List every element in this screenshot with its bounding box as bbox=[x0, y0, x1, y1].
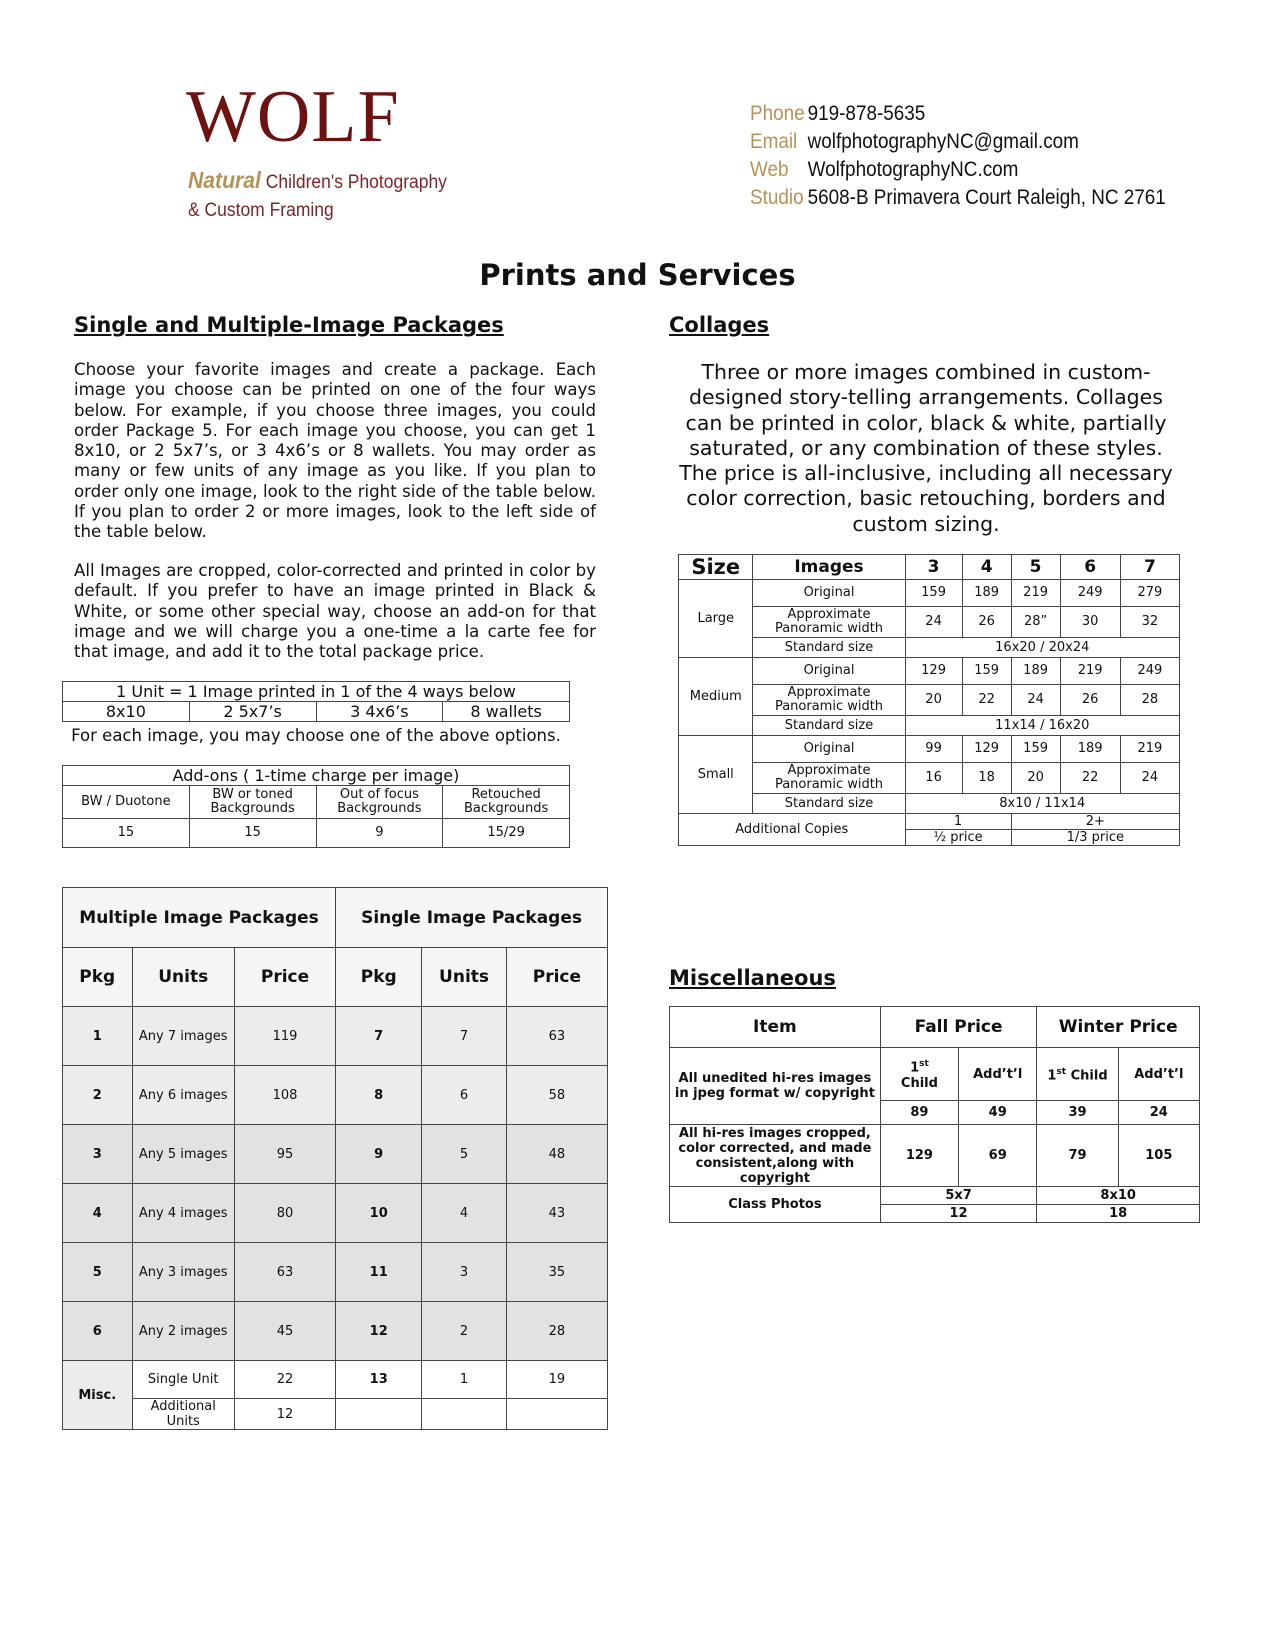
price-cell: 39 bbox=[1037, 1101, 1118, 1125]
count-header: 4 bbox=[962, 555, 1011, 580]
class-price: 12 bbox=[880, 1205, 1037, 1223]
single-packages-title: Single Image Packages bbox=[336, 888, 608, 948]
first-child-header: 1st Child bbox=[1037, 1048, 1118, 1101]
col-header: Price bbox=[234, 948, 335, 1007]
item-label: All unedited hi-res images in jpeg format w/ copyright bbox=[670, 1048, 881, 1125]
price-cell: 69 bbox=[959, 1125, 1037, 1187]
additional-units-label: Additional Units bbox=[132, 1399, 234, 1430]
row-label-standard: Standard size bbox=[753, 716, 905, 736]
additional-price: 1/3 price bbox=[1011, 830, 1179, 846]
pkg-number: 5 bbox=[63, 1243, 133, 1302]
addon-name: BW / Duotone bbox=[63, 786, 190, 819]
additional-units-price: 12 bbox=[234, 1399, 335, 1430]
count-header: 7 bbox=[1120, 555, 1179, 580]
first-child-header: 1st Child bbox=[880, 1048, 958, 1101]
single-pkg-units: 4 bbox=[422, 1184, 506, 1243]
table-row bbox=[63, 1125, 608, 1184]
price-cell: 159 bbox=[1011, 736, 1060, 763]
width-cell: 26 bbox=[962, 607, 1011, 638]
additional-price: ½ price bbox=[905, 830, 1011, 846]
packages-heading: Single and Multiple-Image Packages bbox=[74, 313, 504, 337]
class-size: 8x10 bbox=[1037, 1187, 1200, 1205]
table-row bbox=[63, 1302, 608, 1361]
row-label-panoramic: Approximate Panoramic width bbox=[753, 607, 905, 638]
additional-header: Add’t’l bbox=[1118, 1048, 1199, 1101]
addon-name: BW or toned Backgrounds bbox=[189, 786, 316, 819]
price-cell: 129 bbox=[905, 658, 962, 685]
price-cell: 189 bbox=[962, 580, 1011, 607]
collage-table bbox=[678, 554, 1180, 846]
col-header: Units bbox=[132, 948, 234, 1007]
count-header: 5 bbox=[1011, 555, 1060, 580]
addon-name: Retouched Backgrounds bbox=[443, 786, 570, 819]
single-pkg-units: 5 bbox=[422, 1125, 506, 1184]
single-pkg-price: 35 bbox=[506, 1243, 607, 1302]
width-cell: 32 bbox=[1120, 607, 1179, 638]
price-cell: 24 bbox=[1118, 1101, 1199, 1125]
width-cell: 28” bbox=[1011, 607, 1060, 638]
package-table bbox=[62, 887, 608, 1430]
width-cell: 22 bbox=[1060, 763, 1120, 794]
fall-price-header: Fall Price bbox=[880, 1007, 1037, 1048]
row-label-original: Original bbox=[753, 580, 905, 607]
pkg-price: 80 bbox=[234, 1184, 335, 1243]
unit-note: For each image, you may choose one of the above options. bbox=[71, 726, 561, 745]
images-header: Images bbox=[753, 555, 905, 580]
price-cell: 129 bbox=[880, 1125, 958, 1187]
pkg-price: 45 bbox=[234, 1302, 335, 1361]
col-header: Price bbox=[506, 948, 607, 1007]
row-label-panoramic: Approximate Panoramic width bbox=[753, 685, 905, 716]
width-cell: 18 bbox=[962, 763, 1011, 794]
unit-table bbox=[62, 681, 570, 722]
packages-paragraph-2: All Images are cropped, color-corrected and printed in color by default. If you prefer to have an image printed in Black & White, or some other special way, choose an add-on for that image and we will charge you a one-time a la carte fee for that image, and add it to the total package price. bbox=[74, 561, 596, 662]
price-cell: 189 bbox=[1011, 658, 1060, 685]
size-header: Size bbox=[679, 555, 753, 580]
width-cell: 24 bbox=[1120, 763, 1179, 794]
single-pkg-number: 11 bbox=[336, 1243, 422, 1302]
unit-option: 2 5x7’s bbox=[189, 702, 316, 722]
row-label-standard: Standard size bbox=[753, 638, 905, 658]
single-pkg-number: 12 bbox=[336, 1302, 422, 1361]
row-label-standard: Standard size bbox=[753, 794, 905, 814]
pkg-price: 108 bbox=[234, 1066, 335, 1125]
addon-name: Out of focus Backgrounds bbox=[316, 786, 443, 819]
width-cell: 24 bbox=[1011, 685, 1060, 716]
pkg-units: Any 6 images bbox=[132, 1066, 234, 1125]
unit-table-title: 1 Unit = 1 Image printed in 1 of the 4 ways below bbox=[63, 682, 570, 702]
pkg-number: 2 bbox=[63, 1066, 133, 1125]
class-size: 5x7 bbox=[880, 1187, 1037, 1205]
standard-size: 16x20 / 20x24 bbox=[905, 638, 1179, 658]
contact-label: Studio bbox=[750, 186, 804, 209]
size-label: Large bbox=[679, 580, 753, 658]
contact-block bbox=[750, 100, 1166, 212]
col-header: Units bbox=[422, 948, 506, 1007]
pkg-units: Any 7 images bbox=[132, 1007, 234, 1066]
additional-header: Add’t’l bbox=[959, 1048, 1037, 1101]
single-pkg-number: 7 bbox=[336, 1007, 422, 1066]
price-cell: 249 bbox=[1060, 580, 1120, 607]
single-pkg-units: 1 bbox=[422, 1361, 506, 1399]
misc-label: Misc. bbox=[63, 1361, 133, 1430]
single-pkg-number: 10 bbox=[336, 1184, 422, 1243]
price-cell: 159 bbox=[905, 580, 962, 607]
pkg-units: Any 3 images bbox=[132, 1243, 234, 1302]
table-row bbox=[63, 1066, 608, 1125]
price-cell: 189 bbox=[1060, 736, 1120, 763]
table-row bbox=[63, 1399, 608, 1430]
tagline bbox=[188, 166, 447, 225]
packages-paragraph-1: Choose your favorite images and create a package. Each image you choose can be printed on one of the four ways below. For example, if you choose three images, you could order Package 5. For each image you choose, you can get 1 8x10, or 2 5x7’s, or 3 4x6’s or 8 wallets. You may order as many or few units of any image as you like. If you plan to order only one image, look to the right side of the table below. If you plan to order 2 or more images, look to the left side of the table below. bbox=[74, 360, 596, 542]
addon-price: 15 bbox=[189, 819, 316, 848]
price-cell: 249 bbox=[1120, 658, 1179, 685]
table-row bbox=[63, 1243, 608, 1302]
pkg-units: Any 5 images bbox=[132, 1125, 234, 1184]
pkg-price: 119 bbox=[234, 1007, 335, 1066]
pkg-number: 3 bbox=[63, 1125, 133, 1184]
collages-paragraph: Three or more images combined in custom-designed story-telling arrangements. Collages can be printed in color, black & white, partially saturated, or any combination of these styles. The price is all-inclusive, including all necessary color correction, basic retouching, borders and custom sizing. bbox=[679, 360, 1173, 536]
additional-count: 2+ bbox=[1011, 814, 1179, 830]
page-title: Prints and Services bbox=[479, 258, 796, 292]
single-pkg-units: 3 bbox=[422, 1243, 506, 1302]
price-cell: 279 bbox=[1120, 580, 1179, 607]
row-label-original: Original bbox=[753, 736, 905, 763]
multi-packages-title: Multiple Image Packages bbox=[63, 888, 336, 948]
pkg-number: 6 bbox=[63, 1302, 133, 1361]
single-pkg-price: 63 bbox=[506, 1007, 607, 1066]
row-label-original: Original bbox=[753, 658, 905, 685]
logo: WOLF bbox=[186, 76, 400, 158]
phone-number[interactable]: 919-878-5635 bbox=[807, 102, 926, 125]
price-cell: 89 bbox=[880, 1101, 958, 1125]
item-label: All hi-res images cropped, color corrected, and made consistent,along with copyright bbox=[670, 1125, 881, 1187]
addon-price: 15 bbox=[63, 819, 190, 848]
col-header: Pkg bbox=[63, 948, 133, 1007]
width-cell: 20 bbox=[905, 685, 962, 716]
single-pkg-price: 48 bbox=[506, 1125, 607, 1184]
single-pkg-number: 9 bbox=[336, 1125, 422, 1184]
size-label: Medium bbox=[679, 658, 753, 736]
email-link[interactable]: wolfphotographyNC@gmail.com bbox=[807, 130, 1079, 153]
price-cell: 219 bbox=[1011, 580, 1060, 607]
single-pkg-price: 19 bbox=[506, 1361, 607, 1399]
width-cell: 26 bbox=[1060, 685, 1120, 716]
price-cell: 129 bbox=[962, 736, 1011, 763]
single-pkg-price: 43 bbox=[506, 1184, 607, 1243]
studio-address: 5608-B Primavera Court Raleigh, NC 2761 bbox=[807, 186, 1166, 209]
pkg-number: 1 bbox=[63, 1007, 133, 1066]
additional-count: 1 bbox=[905, 814, 1011, 830]
item-header: Item bbox=[670, 1007, 881, 1048]
price-cell: 219 bbox=[1120, 736, 1179, 763]
single-pkg-number: 13 bbox=[336, 1361, 422, 1399]
standard-size: 11x14 / 16x20 bbox=[905, 716, 1179, 736]
class-price: 18 bbox=[1037, 1205, 1200, 1223]
single-pkg-number: 8 bbox=[336, 1066, 422, 1125]
width-cell: 20 bbox=[1011, 763, 1060, 794]
web-link[interactable]: WolfphotographyNC.com bbox=[807, 158, 1019, 181]
count-header: 3 bbox=[905, 555, 962, 580]
addons-title: Add-ons ( 1-time charge per image) bbox=[63, 766, 570, 786]
table-row bbox=[63, 1184, 608, 1243]
contact-label: Phone bbox=[750, 102, 805, 125]
single-pkg-units: 7 bbox=[422, 1007, 506, 1066]
contact-label: Email bbox=[750, 130, 798, 153]
price-cell: 49 bbox=[959, 1101, 1037, 1125]
single-pkg-units: 6 bbox=[422, 1066, 506, 1125]
addon-price: 15/29 bbox=[443, 819, 570, 848]
pkg-units: Any 2 images bbox=[132, 1302, 234, 1361]
class-photos-label: Class Photos bbox=[670, 1187, 881, 1223]
pkg-price: 95 bbox=[234, 1125, 335, 1184]
single-pkg-price: 28 bbox=[506, 1302, 607, 1361]
single-unit-label: Single Unit bbox=[132, 1361, 234, 1399]
single-pkg-units: 2 bbox=[422, 1302, 506, 1361]
table-row bbox=[63, 1007, 608, 1066]
contact-label: Web bbox=[750, 158, 789, 181]
tagline-rest: Children's Photography bbox=[260, 172, 447, 193]
width-cell: 16 bbox=[905, 763, 962, 794]
single-unit-price: 22 bbox=[234, 1361, 335, 1399]
tagline-natural: Natural bbox=[188, 167, 261, 193]
additional-copies-label: Additional Copies bbox=[679, 814, 906, 846]
price-cell: 79 bbox=[1037, 1125, 1118, 1187]
pkg-units: Any 4 images bbox=[132, 1184, 234, 1243]
price-cell: 99 bbox=[905, 736, 962, 763]
single-pkg-price: 58 bbox=[506, 1066, 607, 1125]
col-header: Pkg bbox=[336, 948, 422, 1007]
unit-option: 8x10 bbox=[63, 702, 190, 722]
misc-table bbox=[669, 1006, 1200, 1223]
width-cell: 22 bbox=[962, 685, 1011, 716]
count-header: 6 bbox=[1060, 555, 1120, 580]
width-cell: 30 bbox=[1060, 607, 1120, 638]
unit-option: 3 4x6’s bbox=[316, 702, 443, 722]
price-cell: 159 bbox=[962, 658, 1011, 685]
standard-size: 8x10 / 11x14 bbox=[905, 794, 1179, 814]
addon-price: 9 bbox=[316, 819, 443, 848]
row-label-panoramic: Approximate Panoramic width bbox=[753, 763, 905, 794]
tagline-line2: & Custom Framing bbox=[188, 200, 334, 221]
pkg-price: 63 bbox=[234, 1243, 335, 1302]
misc-heading: Miscellaneous bbox=[669, 966, 836, 990]
winter-price-header: Winter Price bbox=[1037, 1007, 1200, 1048]
addons-table bbox=[62, 765, 570, 848]
pkg-number: 4 bbox=[63, 1184, 133, 1243]
price-cell: 219 bbox=[1060, 658, 1120, 685]
width-cell: 28 bbox=[1120, 685, 1179, 716]
size-label: Small bbox=[679, 736, 753, 814]
price-cell: 105 bbox=[1118, 1125, 1199, 1187]
unit-option: 8 wallets bbox=[443, 702, 570, 722]
collages-heading: Collages bbox=[669, 313, 770, 337]
table-row bbox=[63, 1361, 608, 1399]
width-cell: 24 bbox=[905, 607, 962, 638]
